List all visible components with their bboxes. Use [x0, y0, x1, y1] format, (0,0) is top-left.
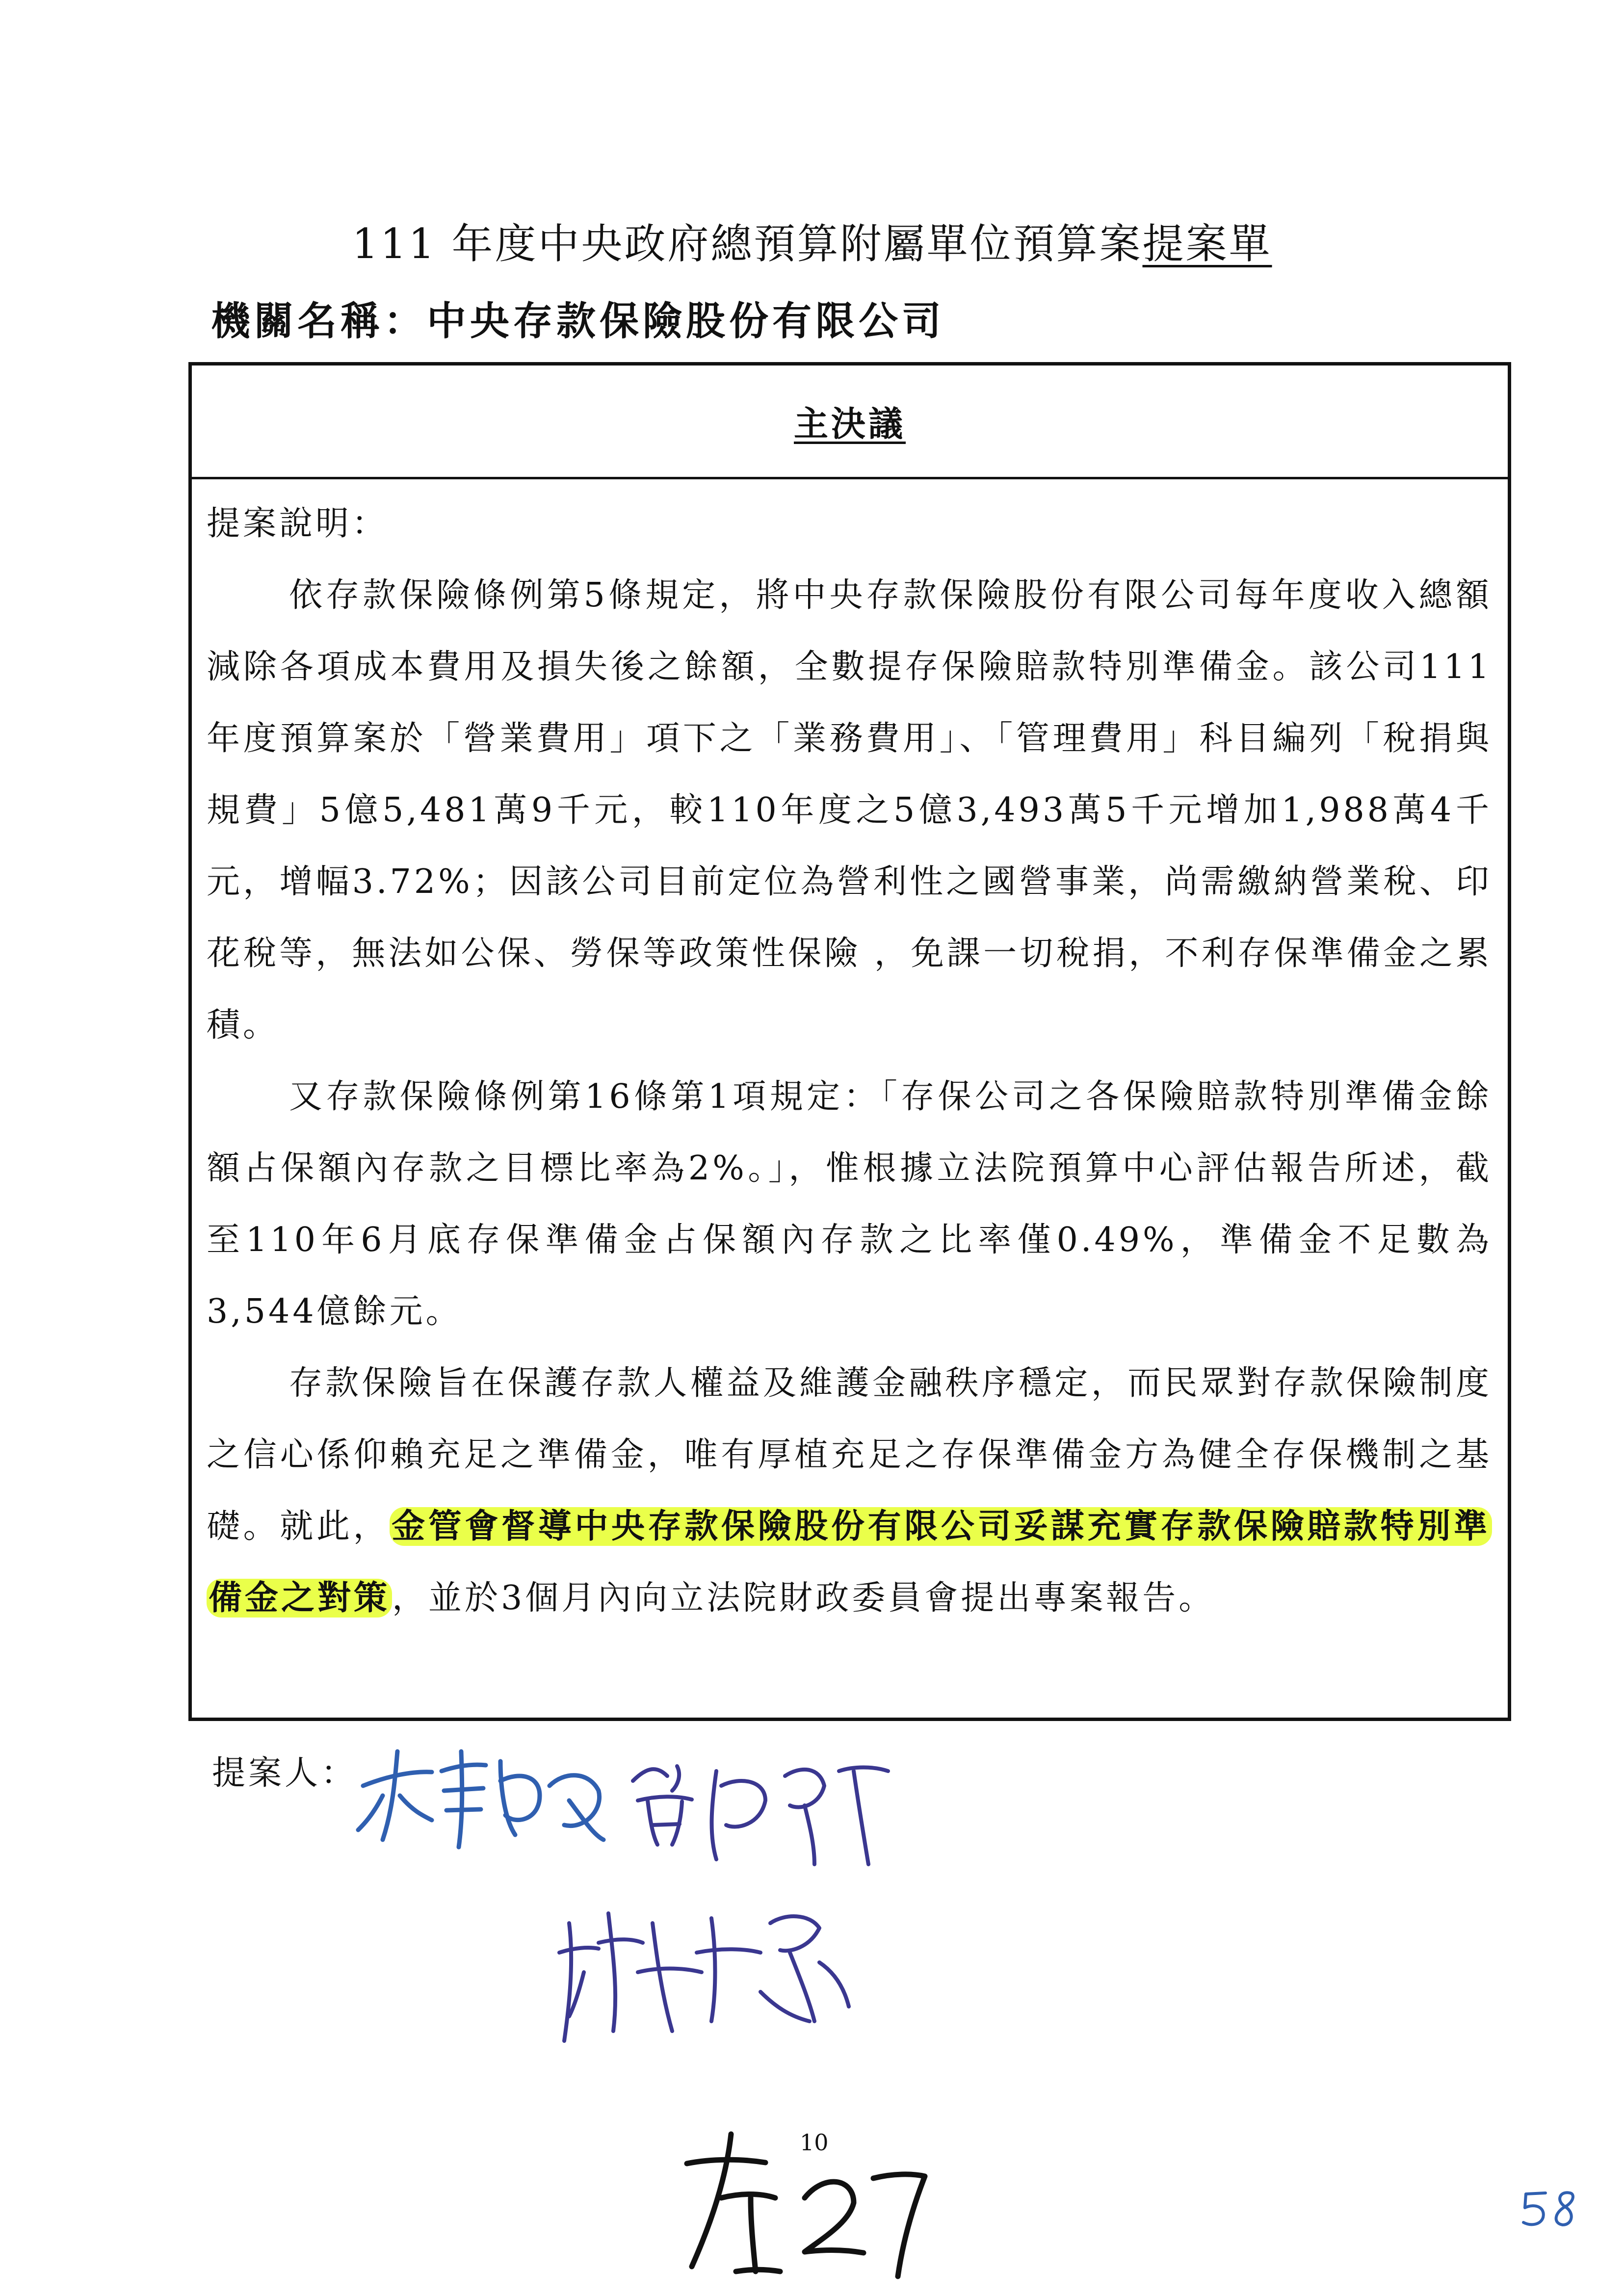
- page-number: 10: [800, 2129, 829, 2156]
- paragraph-2: 又存款保險條例第16條第1項規定：「存保公司之各保險賠款特別準備金餘額占保額內存款之目標比率為2%。」，惟根據立法院預算中心評估報告所述，截至110年6月底存保準備金占保額內存款之比率僅0.49%，準備金不足數為3,544億餘元。: [207, 1077, 1492, 1331]
- proposer-label: 提案人：: [212, 1754, 358, 1793]
- paragraph-3-tail: ，並於3個月內向立法院財政委員會提出專案報告。: [392, 1579, 1215, 1618]
- handwritten-mark: [677, 2124, 932, 2281]
- document-title: [0, 211, 1624, 270]
- proposal-box: [188, 362, 1511, 1721]
- title-main: 111 年度中央政府總預算附屬單位預算案: [352, 220, 1143, 268]
- signature-1: [353, 1742, 608, 1859]
- signature-3: [554, 1894, 859, 2056]
- box-header: [192, 365, 1508, 479]
- paragraph-3: [207, 1348, 1492, 1634]
- paragraph-1: 依存款保險條例第5條規定，將中央存款保險股份有限公司每年度收入總額減除各項成本費用及損失後之餘額，全數提存保險賠款特別準備金。該公司111年度預算案於「營業費用」項下之「業務費用」、「管理費用」科目編列「稅捐與規費」5億5,481萬9千元，較110年度之5億3,493萬5千元增加1,988萬4千元，增幅3.72%；因該公司目前定位為營利性之國營事業，尚需繳納營業稅、印花稅等，無法如公保、勞保等政策性保險 ，免課一切稅捐，不利存保準備金之累積。: [207, 576, 1492, 1044]
- box-header-label: 主決議: [794, 404, 906, 444]
- title-underlined: 提案單: [1142, 220, 1272, 268]
- proposal-body: [207, 488, 1492, 1634]
- signature-2: [623, 1747, 898, 1874]
- corner-mark: [1516, 2183, 1585, 2232]
- explanation-label: 提案說明：: [207, 504, 389, 543]
- highlighted-text: 金管會督導中央存款保險股份有限公司妥謀充實存款保險賠款特別準備金之對策: [207, 1507, 1492, 1618]
- agency-name: 機關名稱：中央存款保險股份有限公司: [211, 298, 945, 344]
- paragraph-3-lead: 存款保險旨在保護存款人權益及維護金融秩序穩定，而民眾對存款保險制度之信心係仰賴充足之準備金，唯有厚植充足之存保準備金方為健全存保機制之基礎。就此，: [207, 1364, 1492, 1546]
